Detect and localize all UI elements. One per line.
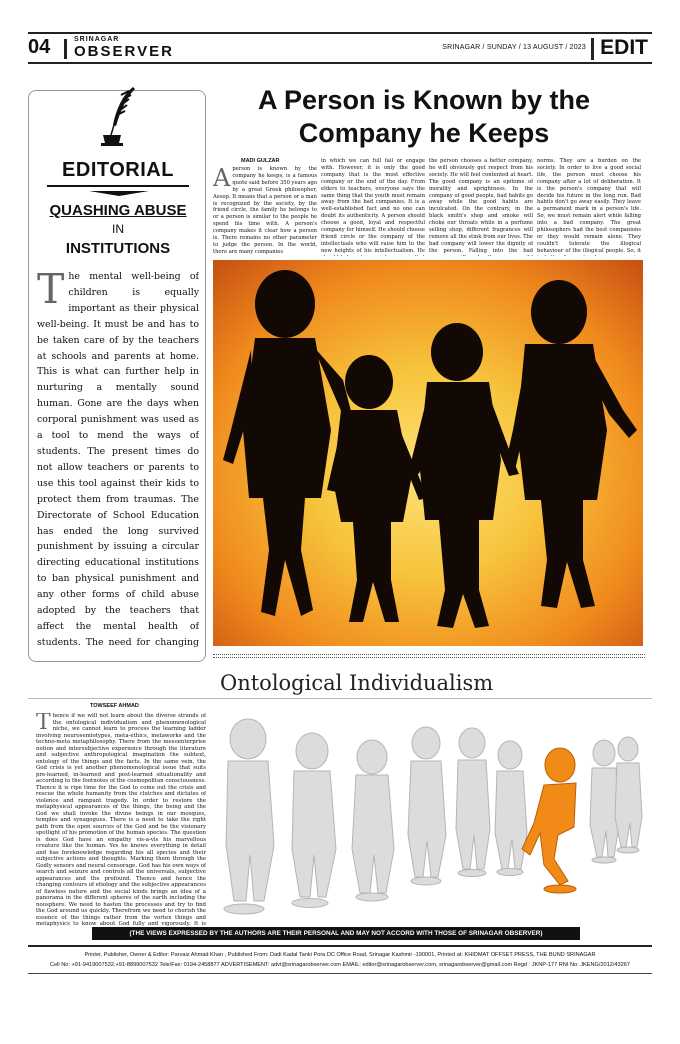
editorial-headline-line2: IN (112, 222, 124, 236)
editorial-label: EDITORIAL (62, 159, 174, 181)
disclaimer-banner: (THE VIEWS EXPRESSED BY THE AUTHORS ARE THEIR PERSONAL AND MAY NOT ACCORD WITH THOSE OF SRINAGAR OBSERVER) (92, 927, 580, 940)
editorial-headline-line3: INSTITUTIONS (65, 240, 171, 257)
article2-byline: TOWSEEF AHMAD (90, 703, 139, 709)
article-column-3: the person chooses a better company, he will obviously get respect from his society. He will feel contented at heart. The good company is an epitome of morality and uprightness. In the company of good people, bad habits go away while the good habits are inculcated. On the contrary, in the black smith's shop and smoke will choke our throats while in a perfume selling shop, different fragrances will remove all the stink from our lives. The bad company will lower the dignity of the person. Falling into the bad (429, 158, 533, 254)
article-byline: MADI GULZAR (241, 158, 280, 164)
editorial-rule-arrow (89, 191, 149, 196)
page-header (28, 32, 652, 64)
individualism-figures-photo[interactable] (208, 705, 648, 923)
article2-drop-cap: T (36, 713, 51, 735)
article-column-1-text: person is known by the company he keeps, is a famous quote said before 350 years ago by a great Greek philosopher, Aesop. It means that a person or a man is recognized by the society, by the friend circle, the family he belongs to or a person is similar to the people he spend his time with. A person's company makes it clear how a person is. There remains no other parameter to judge the person. In the world, there are many companies (213, 166, 317, 255)
imprint-line-1: Printer, Publisher, Owner & Editor: Parvaiz Ahmad Khan , Published From: Dadi Kadal Tanki Pora DC Office Road, Srinagar Kashmir -190001, Printed at: KHIDMAT OFFSET PRESS, THE BUND SRINAGAR (84, 952, 596, 958)
footer-rule (28, 945, 652, 947)
brand-main: OBSERVER (74, 43, 174, 60)
editorial-text: he mental well-being of children is equally important as their physical well-being. It must be and has to be taken care of by the teachers at schools and parents at home. This is what can further help in nurturing a mentally sound human. Gone are the days when corporal punishment was used as a tool to mend the ways of students. The present times do not allow teachers or parents to use this tool against their kids to protect them from traumas. The Directorate of School Education has ended the long survived punishment by issuing a circular directing educational institutions to ban physical punishment and any other forms of child abuse adopted by the teachers that affect the mental health of students. The need for changing (37, 271, 199, 648)
children-silhouette-photo[interactable] (213, 260, 643, 646)
editorial-rule (47, 185, 189, 187)
editorial-box (28, 90, 206, 662)
footer-rule-bottom (28, 973, 652, 974)
article2-headline[interactable]: Ontological Individualism (220, 671, 494, 695)
quill-inkpot-icon (99, 85, 139, 151)
article-column-2: in which we can full fail or engage with. However, it is only the good company that is the most effective company or the end of the day. From elders to teachers, everyone says the same thing that the youth must remain away from the bad companies. It is a well-established fact and no one can doubt its authenticity. A person should choose a good, loyal and respectful company for himself. He should choose friend circle or the company of the intellectuals who will raise him to the new heights of his intellectualism. He (321, 158, 425, 254)
article-column-1 (213, 166, 317, 256)
article2-rule (28, 698, 652, 699)
editorial-headline (29, 201, 207, 258)
article-column-4: norms. They are a burden on the society. In order to live a good social life, the person must choose his company after a lot of deliberation. It is the person's company that will decide his future in the long run. Bad habits don't go away easily. They leave a permanent mark in a person's life. So, we must remain alert while falling into a bad company. The great philosophers had the best companions or they would remain alone. They couldn't tolerate the illogical behaviour of the illogical people. So, it (537, 158, 641, 254)
editorial-body (37, 269, 199, 653)
masthead-logo[interactable] (74, 36, 174, 60)
imprint-line-2: Cell No: +91-9419007532,+91-8899007532 Tele/Fax: 0194-2458877 ADVERTISEMENT: advt@srinagarobserver.com EMAIL: editor@srinagarobserver.com, srinagarobserver@gmail.com Regd : JKNP-177 RNI No: JKENG/2012/43267 (50, 962, 630, 968)
article2-text: hence if we will not learn about the diverse strands of the ontological individualism and phenomenological niche, we cannot learn to process the learning ladder involving neurosemiotypes, meta-ethics, metaworks and the techno-meta metaphilosophy. There from the mesoenterprise notion and intersubjective experience through the literature and subjective anthropological imagination the subtext, ontology of the things and the facts. In the same vein, the God crisis is yet another phenomenological issue that suits pre-learned, in-learned and post-learned situationality and according to the footnotes of the cosmopolitan consciousness. Thence it is ripe time for the God to come out the crisis and rescue the whole humanity from the clutches and dictates of violence and rampant tragedy. In order to restore the metaphysical appearances of the things, the being and the God we shall invoke the divine beings in our mosques, temples and synagogues. There is a need to take the right path from the open sources of the God and be the visionary spotlight of his promotion of the human species. The question is does God have an empathy vis-a-vis his marvellous creature like the human. Yes he knows everything in detail and has foreknowledge regarding his all species and their subjective actions and thoughts. Marking them through the Godly sensors and neural censorage. God has his own ways of search and seizure and controls all the universals, subjective appearances and the profound. Thence and hence the changing contours of etiology and the subjective appearances of flawless nature and the social kinds brings an idea of a panorama in the different spheres of the earth including the noosphere. We need to hasten the processes and try to find the God around us quickly. Therefrom we need to cherish the essence of the things rather from the vortex things and metaphysics to know about God fully and vigorously. It is (36, 713, 206, 927)
section-label: EDIT (600, 36, 648, 59)
header-divider (64, 39, 67, 59)
article-drop-cap: A (213, 166, 231, 192)
page-number: 04 (28, 36, 51, 58)
editorial-drop-cap: T (37, 269, 65, 313)
brand-top: SRINAGAR (74, 36, 120, 43)
article2-body (36, 713, 206, 927)
editorial-headline-line1: QUASHING ABUSE (49, 202, 187, 219)
section-divider (591, 38, 594, 60)
article-headline[interactable]: A Person is Known by the Company he Keeps (257, 85, 591, 148)
article-body (213, 158, 645, 256)
dateline: SRINAGAR / SUNDAY / 13 AUGUST / 2023 (442, 44, 586, 51)
section-divider-dots (213, 654, 645, 658)
